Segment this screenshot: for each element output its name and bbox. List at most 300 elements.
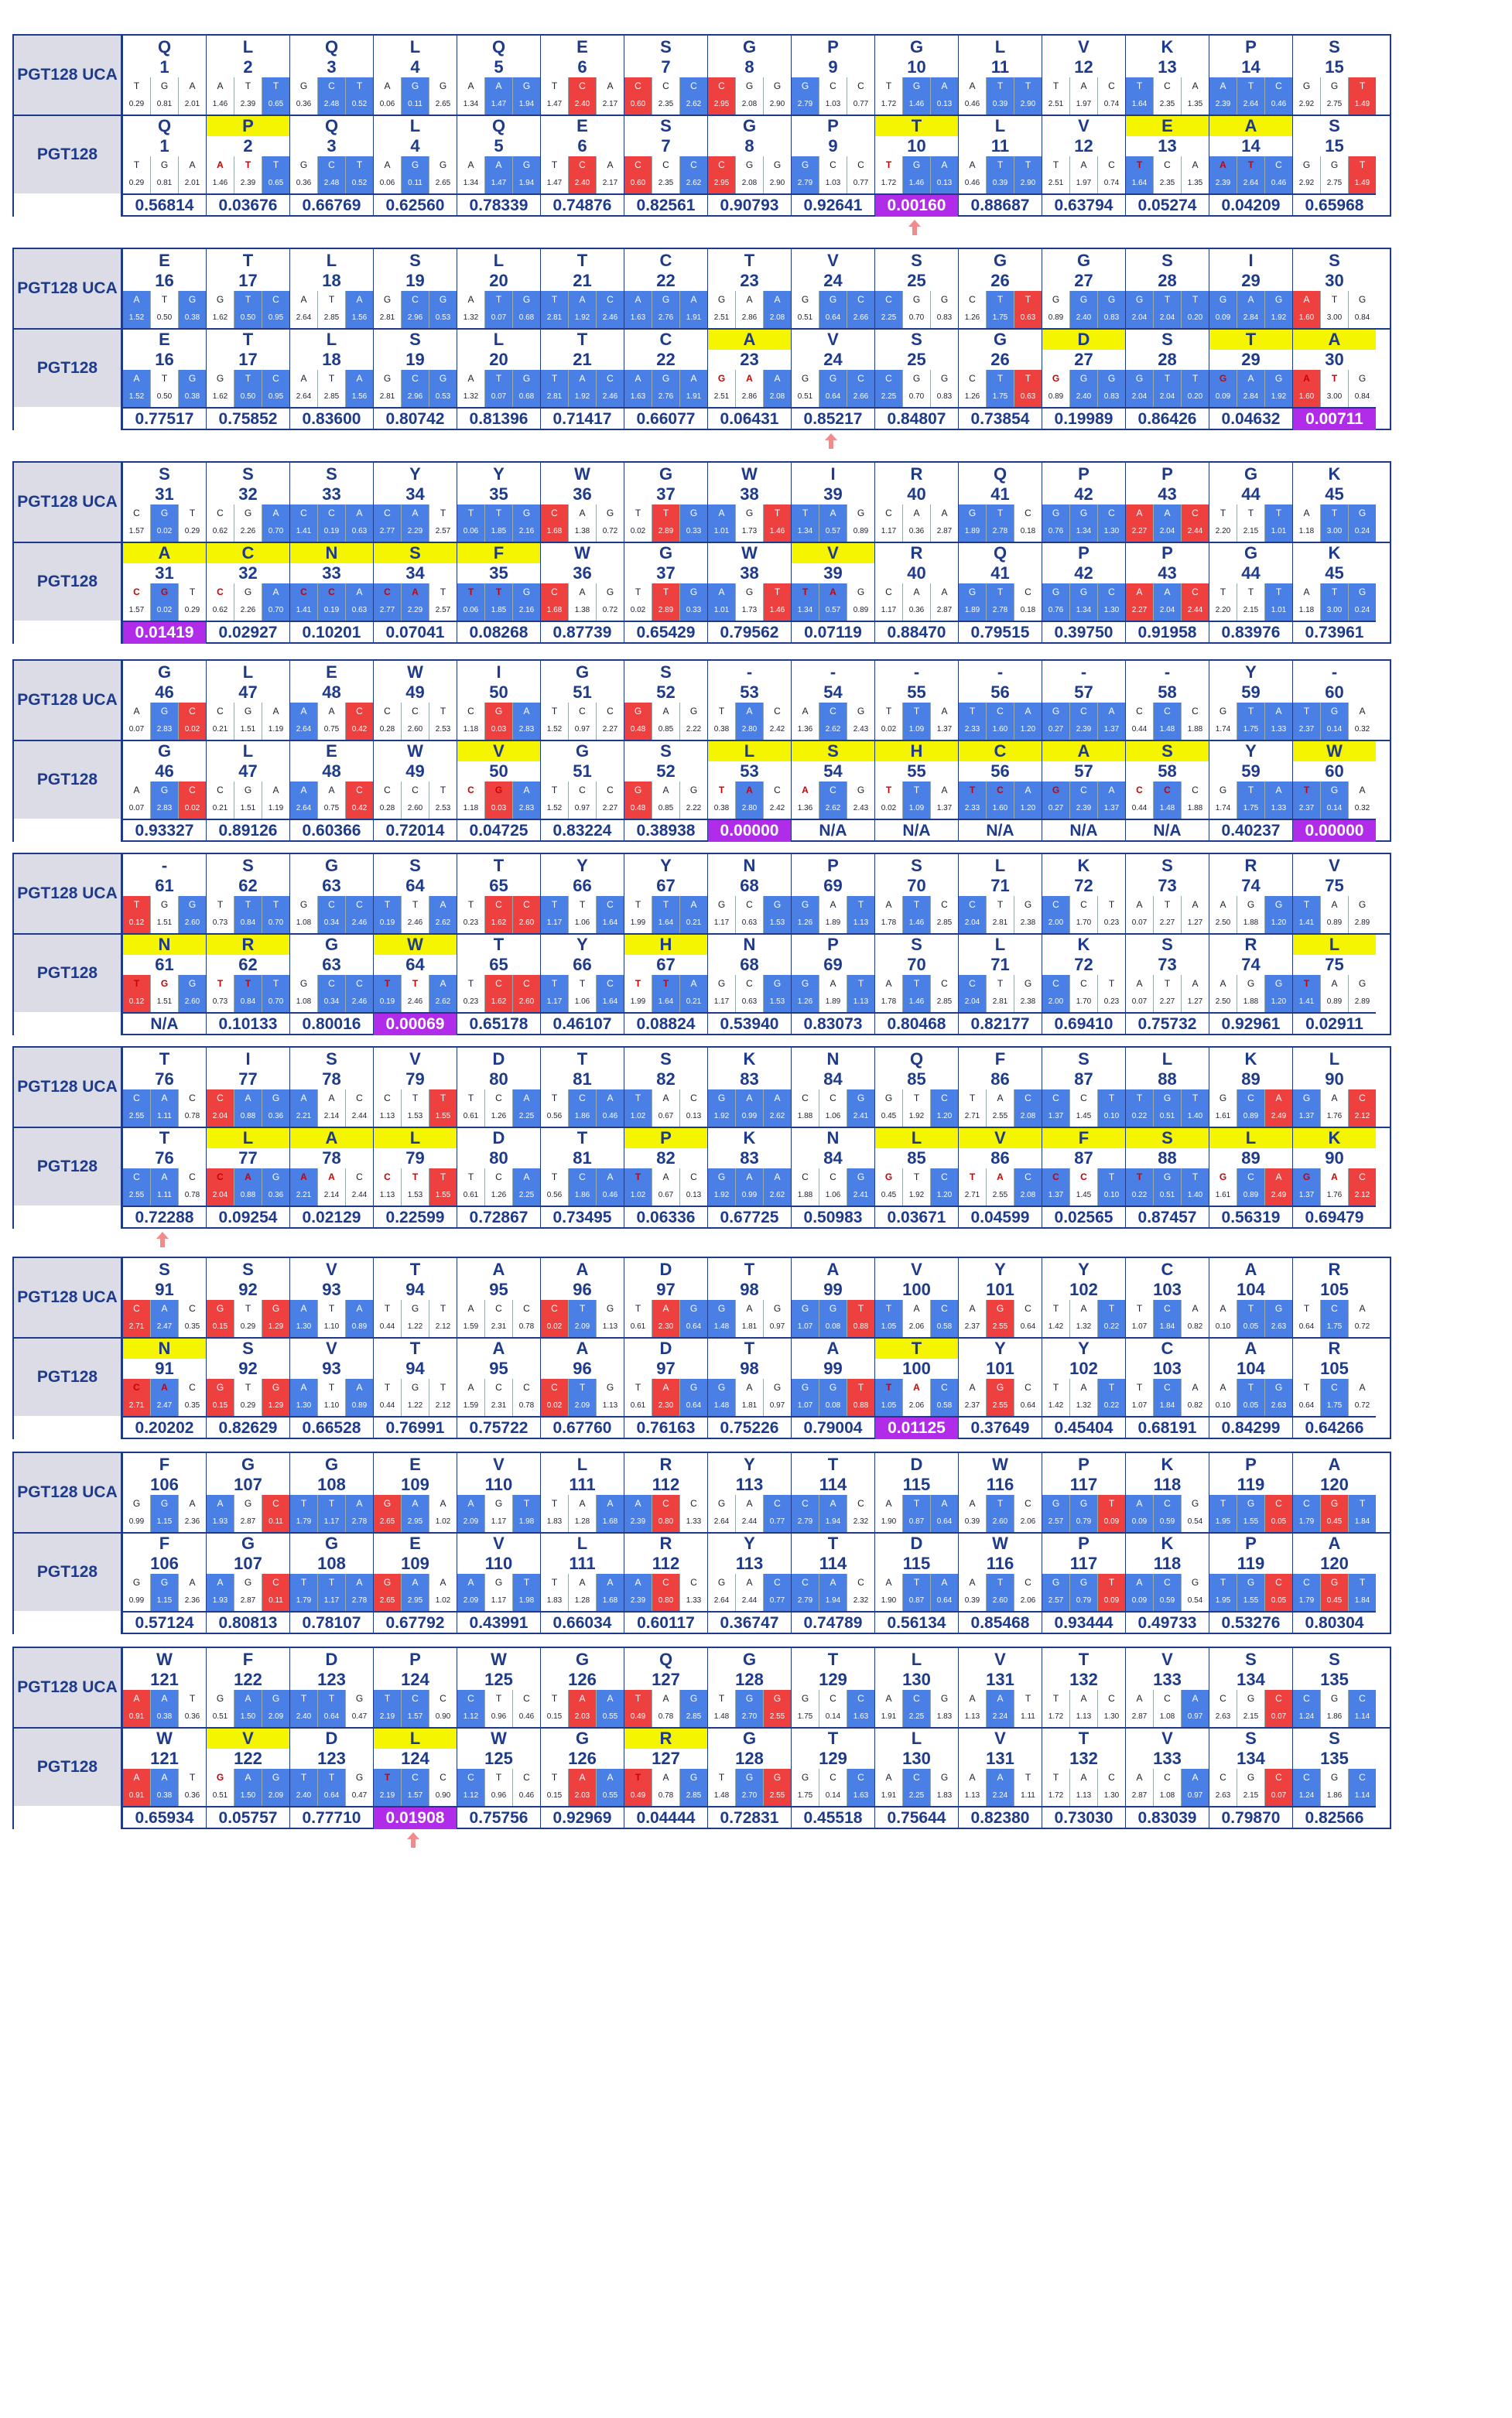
nucleotide-cell: C 1.18 (457, 703, 485, 740)
selection-score: 0.02129 (290, 1206, 373, 1229)
mature-residue: G (157, 741, 172, 761)
uca-residue: E (576, 37, 588, 56)
nucleotide-cell: T 0.29 (234, 1300, 262, 1337)
mature-residue: P (1078, 1534, 1090, 1553)
nucleotide-cell: C 0.02 (541, 1379, 569, 1416)
nucleotide-cell: G 2.38 (1014, 975, 1042, 1012)
nucleotide-cell: A 0.70 (262, 583, 289, 621)
nucleotide-cell: A 2.47 (151, 1379, 179, 1416)
nucleotide-cell: G 2.89 (1349, 975, 1376, 1012)
nucleotide-cell: T 0.84 (234, 975, 262, 1012)
highlight-arrow-icon (156, 1232, 169, 1247)
nucleotide-cell: T 0.70 (262, 975, 289, 1012)
uca-position-number: 3 (327, 57, 337, 77)
mature-position-number: 94 (405, 1359, 425, 1378)
nucleotide-cell: G 2.57 (1042, 1574, 1070, 1611)
nucleotide-cell: C 0.77 (764, 1495, 791, 1532)
selection-score: 0.72288 (123, 1206, 206, 1229)
position-column (874, 1258, 958, 1438)
nucleotide-cell: G 1.61 (1209, 1168, 1237, 1206)
nucleotide-cell: G 0.81 (151, 156, 179, 193)
mature-position-number: 9 (828, 136, 838, 156)
uca-residue: W (741, 464, 758, 484)
nucleotide-cell: T 1.98 (513, 1495, 540, 1532)
selection-score: 0.45404 (1042, 1416, 1125, 1439)
mature-position-number: 6 (577, 136, 587, 156)
uca-residue: S (911, 856, 922, 875)
uca-position-number: 102 (1069, 1280, 1098, 1299)
nucleotide-cell: T 1.95 (1209, 1574, 1237, 1611)
mature-position-number: 133 (1153, 1749, 1182, 1768)
position-column (624, 1453, 707, 1633)
position-column (122, 1453, 206, 1633)
nucleotide-cell: A 0.38 (151, 1690, 179, 1727)
selection-score: 0.92969 (541, 1806, 624, 1829)
nucleotide-cell: C 0.62 (207, 583, 234, 621)
nucleotide-cell: A 1.46 (207, 77, 234, 115)
uca-residue: S (1078, 1049, 1090, 1069)
nucleotide-cell: T 1.55 (429, 1168, 457, 1206)
nucleotide-cell: G 2.55 (987, 1379, 1014, 1416)
uca-residue: A (1244, 1260, 1257, 1279)
mature-position-number: 102 (1069, 1359, 1098, 1378)
mature-position-number: 123 (317, 1749, 346, 1768)
codon (624, 703, 707, 740)
nucleotide-cell: G 1.37 (1293, 1168, 1321, 1206)
nucleotide-cell: G 2.22 (680, 703, 707, 740)
nucleotide-cell: A 2.27 (1126, 504, 1154, 542)
nucleotide-cell: G 1.07 (792, 1379, 819, 1416)
mature-position-number: 50 (489, 761, 508, 781)
nucleotide-cell: C 0.78 (179, 1168, 206, 1206)
nucleotide-cell: G 2.60 (179, 975, 206, 1012)
position-column (206, 36, 289, 215)
mature-residue: G (1243, 543, 1258, 563)
selection-score: 0.76163 (624, 1416, 707, 1439)
mature-residue: W (491, 1729, 507, 1748)
nucleotide-cell: A 1.52 (123, 291, 151, 328)
mature-residue: Q (491, 116, 506, 135)
nucleotide-cell: G 0.09 (1209, 370, 1237, 407)
nucleotide-cell: A 2.62 (429, 896, 457, 933)
position-column (874, 1648, 958, 1828)
codon (959, 1089, 1042, 1127)
mature-position-number: 31 (155, 563, 174, 583)
mature-residue: T (576, 1128, 588, 1147)
nucleotide-cell: C 0.44 (1126, 703, 1154, 740)
nucleotide-cell: G 0.97 (764, 1300, 791, 1337)
codon (541, 1300, 624, 1337)
nucleotide-cell: G 0.68 (513, 291, 540, 328)
alignment-block (12, 853, 1391, 1035)
nucleotide-cell: G 0.03 (485, 781, 513, 819)
selection-score: 0.75226 (708, 1416, 791, 1439)
nucleotide-cell: T 1.11 (1014, 1769, 1042, 1806)
nucleotide-cell: A 0.72 (1349, 1300, 1376, 1337)
codon (541, 1769, 624, 1806)
nucleotide-cell: T 1.79 (290, 1495, 318, 1532)
mature-residue: T (827, 1534, 839, 1553)
uca-position-number: 96 (573, 1280, 592, 1299)
nucleotide-cell: G 2.63 (1265, 1300, 1292, 1337)
codon (959, 1769, 1042, 1806)
codon (959, 1300, 1042, 1337)
nucleotide-cell: T 0.23 (1098, 975, 1125, 1012)
uca-position-number: 9 (828, 57, 838, 77)
mature-residue: W (574, 543, 590, 563)
nucleotide-cell: C 0.34 (318, 896, 346, 933)
codon (541, 156, 624, 193)
selection-score: 0.37649 (959, 1416, 1042, 1439)
nucleotide-cell: A 1.68 (597, 1495, 624, 1532)
nucleotide-cell: T 2.60 (987, 1495, 1014, 1532)
uca-position-number: 90 (1325, 1069, 1344, 1089)
uca-position-number: 37 (656, 484, 676, 504)
nucleotide-cell: G 1.94 (513, 156, 540, 193)
nucleotide-cell: A 1.47 (485, 77, 513, 115)
position-column (958, 249, 1042, 429)
nucleotide-cell: G 1.37 (1293, 1089, 1321, 1127)
codon (541, 583, 624, 621)
mature-residue: E (1126, 116, 1209, 136)
mature-position-number: 26 (990, 350, 1010, 369)
codon (290, 1300, 373, 1337)
selection-score: N/A (123, 1012, 206, 1035)
codon (875, 975, 958, 1012)
uca-position-number: 72 (1074, 876, 1093, 895)
nucleotide-cell: T 0.63 (1014, 291, 1042, 328)
nucleotide-cell: A 2.21 (290, 1168, 318, 1206)
nucleotide-cell: G 2.64 (708, 1495, 736, 1532)
nucleotide-cell: G 0.36 (262, 1089, 289, 1127)
nucleotide-cell: G 0.68 (513, 370, 540, 407)
mature-residue: D (910, 1534, 923, 1553)
mature-position-number: 10 (907, 136, 926, 156)
uca-position-number: 35 (489, 484, 508, 504)
nucleotide-cell: T 0.87 (903, 1495, 931, 1532)
codon (290, 703, 373, 740)
mature-position-number: 32 (238, 563, 258, 583)
nucleotide-cell: A 2.08 (764, 291, 791, 328)
mature-position-number: 18 (322, 350, 341, 369)
uca-residue: W (992, 1455, 1008, 1474)
uca-position-number: 42 (1074, 484, 1093, 504)
nucleotide-cell: A 2.62 (429, 975, 457, 1012)
mature-position-number: 40 (907, 563, 926, 583)
nucleotide-cell: T 0.05 (1237, 1379, 1265, 1416)
nucleotide-cell: T 0.36 (179, 1690, 206, 1727)
codon (1293, 370, 1376, 407)
nucleotide-cell: A 0.21 (680, 975, 707, 1012)
position-column (1042, 1648, 1125, 1828)
selection-score: 0.01419 (123, 621, 206, 644)
mature-residue: T (875, 116, 958, 136)
nucleotide-cell: A 1.60 (1293, 370, 1321, 407)
selection-score: 0.60117 (624, 1611, 707, 1634)
nucleotide-cell: G 0.51 (1154, 1089, 1182, 1127)
position-column (1125, 1648, 1209, 1828)
nucleotide-cell: T 1.02 (624, 1168, 652, 1206)
nucleotide-cell: C 2.25 (875, 291, 903, 328)
uca-residue: G (575, 662, 590, 682)
uca-position-number: 6 (577, 57, 587, 77)
codon (123, 370, 206, 407)
uca-position-number: 18 (322, 271, 341, 290)
mature-residue: V (493, 1534, 505, 1553)
mature-position-number: 97 (656, 1359, 676, 1378)
nucleotide-cell: G 2.09 (262, 1769, 289, 1806)
nucleotide-cell: C 0.77 (847, 156, 874, 193)
nucleotide-cell: A 1.63 (624, 291, 652, 328)
nucleotide-cell: G 1.20 (1265, 896, 1292, 933)
codon (708, 77, 791, 115)
position-column (624, 36, 707, 215)
mature-position-number: 135 (1320, 1749, 1349, 1768)
position-column (1125, 1048, 1209, 1227)
position-column (122, 1258, 206, 1438)
nucleotide-cell: C 2.48 (318, 156, 346, 193)
nucleotide-cell: A 0.99 (736, 1089, 764, 1127)
nucleotide-cell: C 0.21 (207, 703, 234, 740)
mature-position-number: 4 (410, 136, 420, 156)
uca-residue: I (830, 464, 836, 484)
mature-position-number: 111 (569, 1554, 596, 1573)
position-column (1125, 249, 1209, 429)
mature-position-number: 90 (1325, 1148, 1344, 1168)
uca-residue: K (743, 1049, 756, 1069)
codon (1209, 1769, 1292, 1806)
mature-position-number: 72 (1074, 955, 1093, 974)
nucleotide-cell: G 2.65 (429, 156, 457, 193)
nucleotide-cell: C 0.89 (1237, 1089, 1265, 1127)
uca-position-number: 107 (234, 1475, 262, 1494)
mature-position-number: 49 (405, 761, 425, 781)
nucleotide-cell: T 0.20 (1182, 291, 1209, 328)
mature-residue: P (827, 935, 839, 954)
alignment-block (12, 248, 1391, 430)
codon (1209, 703, 1292, 740)
uca-residue: P (1078, 464, 1090, 484)
nucleotide-cell: C 2.42 (764, 781, 791, 819)
selection-score: 0.19989 (1042, 407, 1125, 430)
nucleotide-cell: A 2.30 (652, 1379, 680, 1416)
uca-residue: Y (1078, 1260, 1090, 1279)
position-column (1209, 463, 1292, 642)
selection-score: 0.06431 (708, 407, 791, 430)
nucleotide-cell: G 1.51 (234, 703, 262, 740)
nucleotide-cell: T 1.85 (485, 583, 513, 621)
nucleotide-cell: C 2.32 (847, 1495, 874, 1532)
selection-score: 0.92961 (1209, 1012, 1292, 1035)
nucleotide-cell: G 1.46 (903, 156, 931, 193)
codon (541, 1168, 624, 1206)
uca-position-number: 56 (990, 682, 1010, 702)
nucleotide-cell: A 0.07 (1126, 975, 1154, 1012)
uca-position-number: 52 (656, 682, 676, 702)
nucleotide-cell: T 3.00 (1321, 504, 1349, 542)
nucleotide-cell: C 0.60 (624, 156, 652, 193)
nucleotide-cell: C 2.71 (123, 1379, 151, 1416)
codon (123, 504, 206, 542)
codon (792, 1379, 874, 1416)
codon (541, 1379, 624, 1416)
nucleotide-cell: T 1.05 (875, 1300, 903, 1337)
nucleotide-cell: T 0.56 (541, 1168, 569, 1206)
codon (374, 1769, 457, 1806)
position-column (289, 1453, 373, 1633)
uca-residue: Y (576, 856, 588, 875)
nucleotide-cell: A 1.11 (151, 1168, 179, 1206)
nucleotide-cell: T 0.65 (262, 156, 289, 193)
selection-score: 0.01125 (875, 1416, 958, 1439)
position-column (289, 1648, 373, 1828)
mature-position-number: 131 (986, 1749, 1014, 1768)
alignment-block (12, 659, 1391, 842)
codon (708, 504, 791, 542)
nucleotide-cell: C 2.42 (764, 703, 791, 740)
nucleotide-cell: C 2.25 (875, 370, 903, 407)
nucleotide-cell: C 1.26 (959, 370, 987, 407)
uca-position-number: 97 (656, 1280, 676, 1299)
mature-residue: T (409, 1339, 421, 1358)
nucleotide-cell: T 2.53 (429, 781, 457, 819)
nucleotide-cell: T 2.60 (987, 1574, 1014, 1611)
nucleotide-cell: T 1.48 (708, 1769, 736, 1806)
codon (1209, 77, 1292, 115)
nucleotide-cell: C 0.60 (624, 77, 652, 115)
nucleotide-cell: A 1.94 (819, 1495, 847, 1532)
codon (457, 1379, 540, 1416)
position-column (206, 1453, 289, 1633)
nucleotide-cell: G 0.64 (680, 1379, 707, 1416)
mature-position-number: 30 (1325, 350, 1344, 369)
nucleotide-cell: G 2.81 (374, 370, 402, 407)
nucleotide-cell: G 2.04 (1126, 370, 1154, 407)
mature-position-number: 100 (902, 1359, 931, 1378)
uca-position-number: 71 (990, 876, 1010, 895)
selection-score: 0.80742 (374, 407, 457, 430)
nucleotide-cell: T 0.65 (262, 77, 289, 115)
nucleotide-cell: A 0.89 (346, 1300, 373, 1337)
codon (875, 1574, 958, 1611)
uca-position-number: 128 (735, 1670, 764, 1689)
nucleotide-cell: A 1.91 (875, 1769, 903, 1806)
nucleotide-cell: G 1.13 (597, 1300, 624, 1337)
nucleotide-cell: A 0.78 (652, 1769, 680, 1806)
nucleotide-cell: A 2.64 (290, 781, 318, 819)
nucleotide-cell: T 2.81 (541, 291, 569, 328)
codon (792, 156, 874, 193)
codon (792, 1168, 874, 1206)
nucleotide-cell: A 0.70 (262, 504, 289, 542)
nucleotide-cell: G 0.45 (875, 1089, 903, 1127)
codon (708, 1300, 791, 1337)
uca-residue: Q (659, 1650, 673, 1669)
nucleotide-cell: T 1.17 (541, 975, 569, 1012)
nucleotide-cell: C 0.02 (179, 703, 206, 740)
nucleotide-cell: A 1.35 (1182, 156, 1209, 193)
nucleotide-cell: G 2.41 (847, 1089, 874, 1127)
nucleotide-cell: T 0.50 (234, 370, 262, 407)
selection-score: 0.72867 (457, 1206, 540, 1229)
codon (708, 1690, 791, 1727)
nucleotide-cell: C 2.08 (1014, 1089, 1042, 1127)
nucleotide-cell: G 1.86 (1321, 1769, 1349, 1806)
mature-residue: L (493, 330, 505, 349)
codon (1126, 504, 1209, 542)
mature-row-label: PGT128 (14, 1339, 122, 1416)
selection-score: 0.57124 (123, 1611, 206, 1634)
score-row-spacer (14, 1206, 122, 1229)
uca-residue: Y (744, 1455, 755, 1474)
uca-position-number: 4 (410, 57, 420, 77)
codon (624, 370, 707, 407)
uca-position-number: 118 (1153, 1475, 1182, 1494)
nucleotide-cell: C 2.39 (1070, 781, 1098, 819)
mature-position-number: 78 (322, 1148, 341, 1168)
position-column (874, 1453, 958, 1633)
mature-residue: S (242, 1339, 254, 1358)
position-column (1042, 1258, 1125, 1438)
uca-position-number: 114 (819, 1475, 847, 1494)
selection-score: 0.07041 (374, 621, 457, 644)
codon (207, 896, 289, 933)
nucleotide-cell: T 2.78 (987, 583, 1014, 621)
uca-position-number: 12 (1074, 57, 1093, 77)
uca-residue: S (911, 251, 922, 270)
nucleotide-cell: T 1.40 (1182, 1168, 1209, 1206)
nucleotide-cell: T 1.75 (987, 370, 1014, 407)
position-column (1292, 36, 1376, 215)
nucleotide-cell: G 0.09 (1209, 291, 1237, 328)
nucleotide-cell: C 2.00 (1042, 975, 1070, 1012)
nucleotide-cell: C 2.04 (207, 1089, 234, 1127)
mature-position-number: 21 (573, 350, 592, 369)
uca-position-number: 54 (823, 682, 843, 702)
mature-residue: T (827, 1729, 839, 1748)
nucleotide-cell: G 2.79 (792, 156, 819, 193)
codon (708, 156, 791, 193)
codon (875, 156, 958, 193)
nucleotide-cell: G 2.55 (764, 1690, 791, 1727)
uca-residue: S (1329, 37, 1340, 56)
codon (541, 703, 624, 740)
nucleotide-cell: G 0.53 (429, 370, 457, 407)
selection-score: 0.93444 (1042, 1611, 1125, 1634)
nucleotide-cell: G 0.33 (680, 504, 707, 542)
codon (290, 1769, 373, 1806)
uca-residue: G (909, 37, 924, 56)
mature-residue: W (741, 543, 758, 563)
codon (792, 291, 874, 328)
mature-residue: P (1245, 1534, 1257, 1553)
nucleotide-cell: T 0.12 (123, 975, 151, 1012)
codon (624, 1089, 707, 1127)
nucleotide-cell: T 2.51 (1042, 156, 1070, 193)
mature-position-number: 35 (489, 563, 508, 583)
mature-residue: W (992, 1534, 1008, 1553)
nucleotide-cell: G 0.83 (931, 291, 958, 328)
uca-residue: A (826, 1260, 840, 1279)
nucleotide-cell: G 1.34 (1070, 504, 1098, 542)
uca-position-number: 22 (656, 271, 676, 290)
nucleotide-cell: C 2.60 (513, 896, 540, 933)
nucleotide-cell: C 1.03 (819, 77, 847, 115)
uca-residue: Y (660, 856, 672, 875)
nucleotide-cell: C 2.32 (847, 1574, 874, 1611)
selection-score: 0.00000 (1293, 819, 1376, 842)
nucleotide-cell: A 1.19 (262, 781, 289, 819)
